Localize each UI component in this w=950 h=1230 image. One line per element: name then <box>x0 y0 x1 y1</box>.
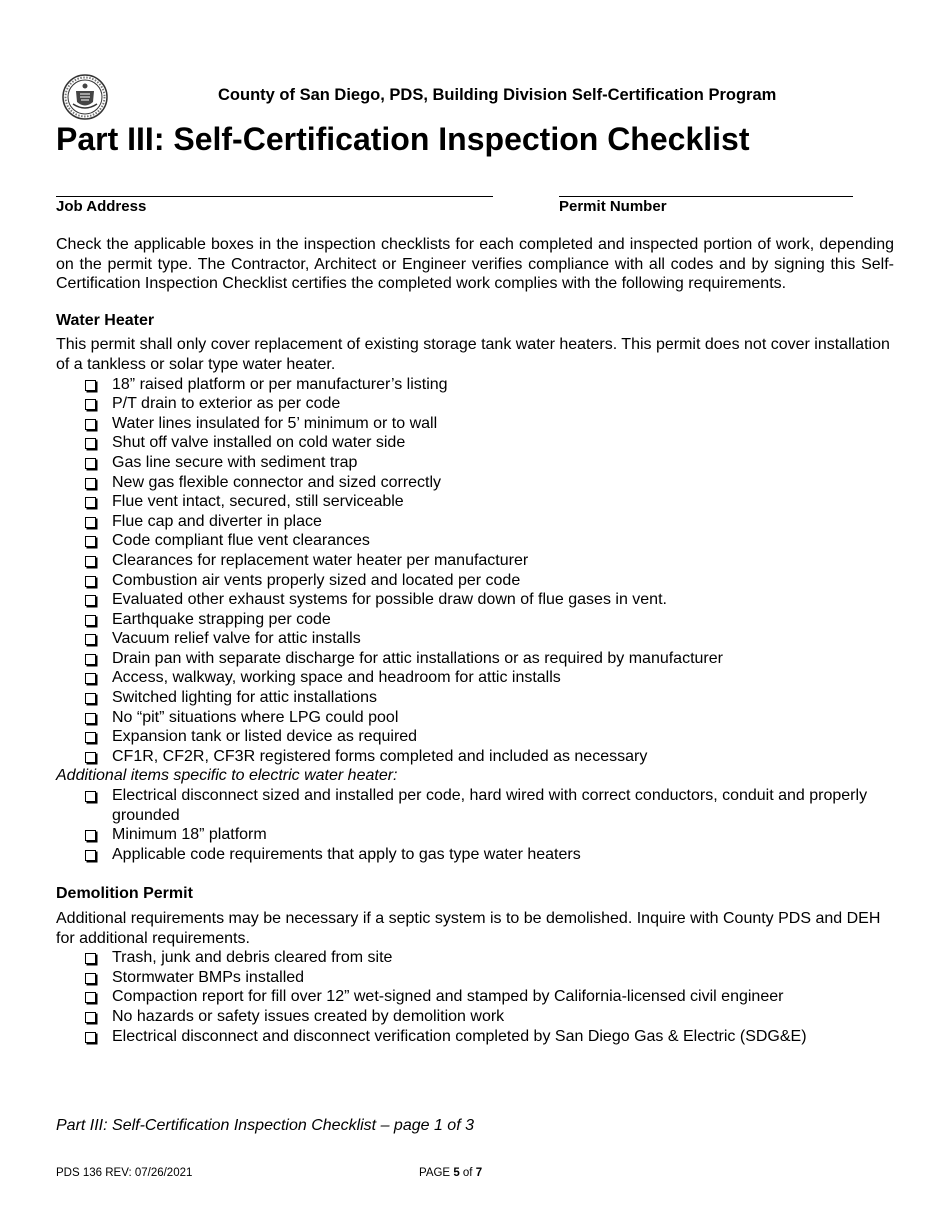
checkbox[interactable] <box>85 654 96 665</box>
checkbox[interactable] <box>85 458 96 469</box>
checkbox[interactable] <box>85 850 96 861</box>
checklist-item <box>84 968 894 988</box>
checkbox[interactable] <box>85 830 96 841</box>
permit-number-field[interactable] <box>559 196 853 197</box>
checklist-item <box>84 987 894 1007</box>
checklist-item-label: Gas line secure with sediment trap <box>112 453 358 471</box>
checkbox[interactable] <box>85 1012 96 1023</box>
checklist-item <box>84 708 894 728</box>
checklist-item <box>84 610 894 630</box>
checkbox[interactable] <box>85 517 96 528</box>
checklist-item-label: No hazards or safety issues created by demolition work <box>112 1007 505 1025</box>
checklist-item <box>84 590 894 610</box>
checklist-item-label: 18” raised platform or per manufacturer’s listing <box>112 375 448 393</box>
checklist-item <box>84 948 894 968</box>
page-number <box>419 1167 482 1179</box>
checkbox[interactable] <box>85 478 96 489</box>
checklist-item-label: Earthquake strapping per code <box>112 610 331 628</box>
checkbox[interactable] <box>85 1032 96 1043</box>
page-prefix: PAGE <box>419 1167 454 1179</box>
checklist-item-label: Code compliant flue vent clearances <box>112 532 370 550</box>
checklist-item-label: Electrical disconnect and disconnect verification completed by San Diego Gas & Electric (SDG&E) <box>112 1027 807 1045</box>
checklist-item <box>84 531 894 551</box>
checklist-item-label: Electrical disconnect sized and installed per code, hard wired with correct conductors, conduit and properly grounded <box>112 787 868 824</box>
checklist-item-label: Expansion tank or listed device as required <box>112 728 418 746</box>
checklist-item <box>84 453 894 473</box>
checkbox[interactable] <box>85 536 96 547</box>
checkbox[interactable] <box>85 576 96 587</box>
checklist-item-label: No “pit” situations where LPG could pool <box>112 708 399 726</box>
checklist-item <box>84 649 894 669</box>
checklist-item <box>84 747 894 767</box>
checklist-item <box>84 727 894 747</box>
checklist-item-label: Minimum 18” platform <box>112 826 267 844</box>
demolition-description: Additional requirements may be necessary if a septic system is to be demolished. Inquire with County PDS and DEH for additional requirements. <box>56 910 881 947</box>
water-heater-description: This permit shall only cover replacement of existing storage tank water heaters. This permit does not cover installation of a tankless or solar type water heater. <box>56 336 890 373</box>
checklist-item-label: CF1R, CF2R, CF3R registered forms completed and included as necessary <box>112 747 648 765</box>
checkbox[interactable] <box>85 380 96 391</box>
checkbox[interactable] <box>85 634 96 645</box>
checklist-item-label: Shut off valve installed on cold water side <box>112 434 406 452</box>
checklist-item-label: Flue vent intact, secured, still serviceable <box>112 493 404 511</box>
checklist-item-label: Trash, junk and debris cleared from site <box>112 949 393 967</box>
checklist-item-label: Compaction report for fill over 12” wet-signed and stamped by California-licensed civil engineer <box>112 988 784 1006</box>
checklist-item-label: Drain pan with separate discharge for attic installations or as required by manufacturer <box>112 649 723 667</box>
checklist-item <box>84 394 894 414</box>
checkbox[interactable] <box>85 556 96 567</box>
checkbox[interactable] <box>85 438 96 449</box>
checklist-item <box>84 629 894 649</box>
checkbox[interactable] <box>85 713 96 724</box>
county-seal-icon <box>62 74 108 120</box>
checklist-page-indicator: Part III: Self-Certification Inspection Checklist – page 1 of 3 <box>56 1117 474 1134</box>
page-title: Part III: Self-Certification Inspection Checklist <box>56 121 750 157</box>
intro-paragraph: Check the applicable boxes in the inspection checklists for each completed and inspected portion of work, depending on the permit type. The Contractor, Architect or Engineer verifies compliance with all codes and by signing this Self-Certification Inspection Checklist certifies the completed work complies with the following requirements. <box>56 236 894 293</box>
checklist-item <box>84 492 894 512</box>
checklist-item <box>84 433 894 453</box>
checkbox[interactable] <box>85 615 96 626</box>
demolition-heading: Demolition Permit <box>56 885 193 903</box>
page-current: 5 <box>453 1167 460 1179</box>
checklist-item-label: P/T drain to exterior as per code <box>112 395 341 413</box>
checkbox[interactable] <box>85 673 96 684</box>
checkbox[interactable] <box>85 973 96 984</box>
checklist-item <box>84 1007 894 1027</box>
checklist-item-label: New gas flexible connector and sized correctly <box>112 473 442 491</box>
checklist-item <box>84 551 894 571</box>
electric-water-heater-subheading: Additional items specific to electric water heater: <box>56 767 398 785</box>
checklist-item <box>84 786 894 825</box>
checkbox[interactable] <box>85 953 96 964</box>
checkbox[interactable] <box>85 992 96 1003</box>
checklist-item-label: Clearances for replacement water heater per manufacturer <box>112 551 529 569</box>
checklist-item <box>84 375 894 395</box>
checklist-item <box>84 668 894 688</box>
checklist-item <box>84 845 894 865</box>
checkbox[interactable] <box>85 791 96 802</box>
checklist-item-label: Applicable code requirements that apply to gas type water heaters <box>112 845 581 863</box>
checkbox[interactable] <box>85 419 96 430</box>
checklist-item-label: Water lines insulated for 5’ minimum or to wall <box>112 414 438 432</box>
page-of: of <box>459 1167 476 1179</box>
checkbox[interactable] <box>85 399 96 410</box>
checkbox[interactable] <box>85 595 96 606</box>
checklist-content <box>56 235 894 1046</box>
checklist-item <box>84 688 894 708</box>
water-heater-checklist <box>56 375 894 767</box>
checklist-item-label: Combustion air vents properly sized and located per code <box>112 571 521 589</box>
checklist-item <box>84 571 894 591</box>
checklist-item-label: Access, walkway, working space and headroom for attic installs <box>112 669 561 687</box>
checkbox[interactable] <box>85 732 96 743</box>
checklist-item <box>84 512 894 532</box>
checklist-item <box>84 825 894 845</box>
checkbox[interactable] <box>85 497 96 508</box>
permit-number-label: Permit Number <box>559 198 667 215</box>
job-address-label: Job Address <box>56 198 147 215</box>
checklist-item-label: Switched lighting for attic installations <box>112 689 378 707</box>
checkbox[interactable] <box>85 752 96 763</box>
checklist-item <box>84 473 894 493</box>
job-address-field[interactable] <box>56 196 493 197</box>
electric-water-heater-checklist <box>56 786 894 864</box>
checklist-item-label: Flue cap and diverter in place <box>112 512 322 530</box>
checklist-item-label: Vacuum relief valve for attic installs <box>112 630 361 648</box>
organization-name: County of San Diego, PDS, Building Division Self-Certification Program <box>218 86 777 104</box>
demolition-checklist <box>56 948 894 1046</box>
form-revision: PDS 136 REV: 07/26/2021 <box>56 1167 193 1179</box>
checklist-item <box>84 1027 894 1047</box>
checklist-item-label: Stormwater BMPs installed <box>112 968 305 986</box>
checklist-item-label: Evaluated other exhaust systems for possible draw down of flue gases in vent. <box>112 591 667 609</box>
water-heater-heading: Water Heater <box>56 311 155 329</box>
page-total: 7 <box>475 1167 483 1179</box>
checkbox[interactable] <box>85 693 96 704</box>
checklist-item <box>84 414 894 434</box>
